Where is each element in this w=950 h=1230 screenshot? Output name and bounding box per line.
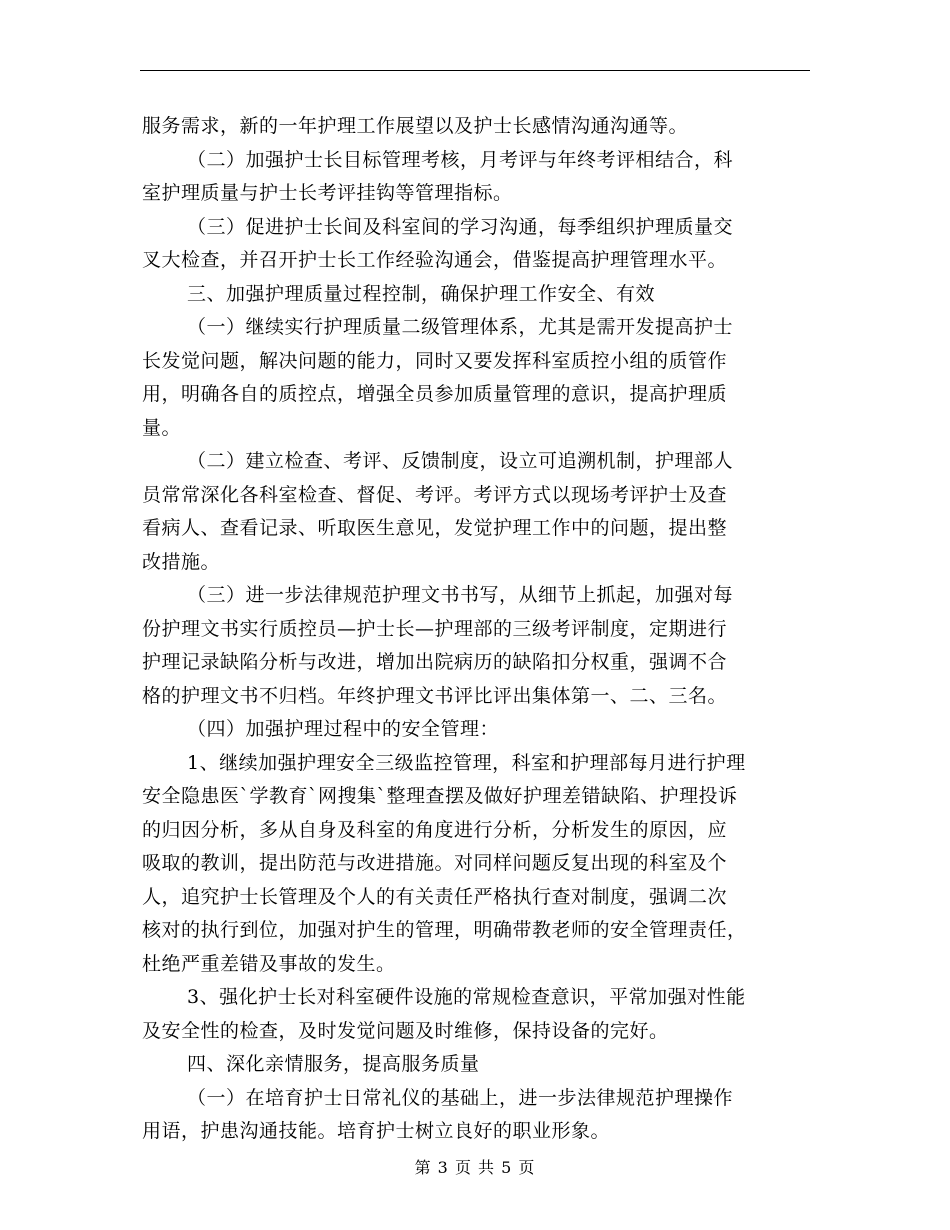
text-line: 杜绝严重差错及事故的发生。 — [142, 952, 396, 975]
text-line: （四）加强护理过程中的安全管理： — [187, 718, 500, 740]
text-line: 服务需求，新的一年护理工作展望以及护士长感情沟通沟通等。 — [142, 115, 689, 137]
text-line: （一）继续实行护理质量二级管理体系，尤其是需开发提高护士 — [187, 316, 734, 338]
text-line: 看病人、查看记录、听取医生意见，发觉护理工作中的问题，提出整 — [142, 517, 728, 539]
text-line: 吸取的教训，提出防范与改进措施。对同样问题反复出现的科室及个 — [142, 852, 728, 874]
text-line: 及安全性的检查，及时发觉问题及时维修，保持设备的完好。 — [142, 1019, 669, 1042]
text-line: 格的护理文书不归档。年终护理文书评比评出集体第一、二、三名。 — [142, 684, 728, 707]
text-line: 的归因分析，多从自身及科室的角度进行分析，分析发生的原因，应 — [142, 818, 728, 841]
text-line: 改措施。 — [142, 550, 221, 573]
text-line: 3、强化护士长对科室硬件设施的常规检查意识，平常加强对性能 — [187, 986, 746, 1008]
text-line: （三）促进护士长间及科室间的学习沟通，每季组织护理质量交 — [187, 215, 734, 238]
text-line: （三）进一步法律规范护理文书书写，从细节上抓起，加强对每 — [187, 584, 734, 606]
page-number: 第 3 页 共 5 页 — [414, 1158, 536, 1177]
text-line: 量。 — [142, 416, 182, 439]
text-line: 护理记录缺陷分析与改进，增加出院病历的缺陷扣分权重，强调不合 — [142, 651, 728, 673]
header-rule — [140, 70, 810, 71]
text-line: （二）建立检查、考评、反馈制度，设立可追溯机制，护理部人 — [187, 450, 734, 472]
text-line: （二）加强护士长目标管理考核，月考评与年终考评相结合，科 — [187, 148, 734, 171]
text-line: 安全隐患医`学教育`网搜集`整理查摆及做好护理差错缺陷、护理投诉 — [142, 785, 738, 807]
section-heading: 四、深化亲情服务，提高服务质量 — [187, 1053, 480, 1075]
text-line: 1、继续加强护理安全三级监控管理，科室和护理部每月进行护理 — [187, 751, 746, 774]
text-line: 核对的执行到位，加强对护生的管理，明确带教老师的安全管理责任， — [142, 919, 747, 941]
text-line: 长发觉问题，解决问题的能力，同时又要发挥科室质控小组的质管作 — [142, 349, 728, 372]
text-line: 员常常深化各科室检查、督促、考评。考评方式以现场考评护士及查 — [142, 483, 728, 506]
text-line: 人，追究护士长管理及个人的有关责任严格执行查对制度，强调二次 — [142, 885, 728, 908]
text-line: 叉大检查，并召开护士长工作经验沟通会，借鉴提高护理管理水平。 — [142, 249, 728, 271]
text-line: 用，明确各自的质控点，增强全员参加质量管理的意识，提高护理质 — [142, 383, 728, 405]
text-line: （一）在培育护士日常礼仪的基础上，进一步法律规范护理操作 — [187, 1086, 734, 1109]
document-body — [142, 110, 812, 1149]
section-heading: 三、加强护理质量过程控制，确保护理工作安全、有效 — [187, 282, 656, 305]
text-line: 用语，护患沟通技能。培育护士树立良好的职业形象。 — [142, 1120, 611, 1142]
text-line: 份护理文书实行质控员—护士长—护理部的三级考评制度，定期进行 — [142, 617, 728, 640]
text-line: 室护理质量与护士长考评挂钩等管理指标。 — [142, 182, 513, 204]
